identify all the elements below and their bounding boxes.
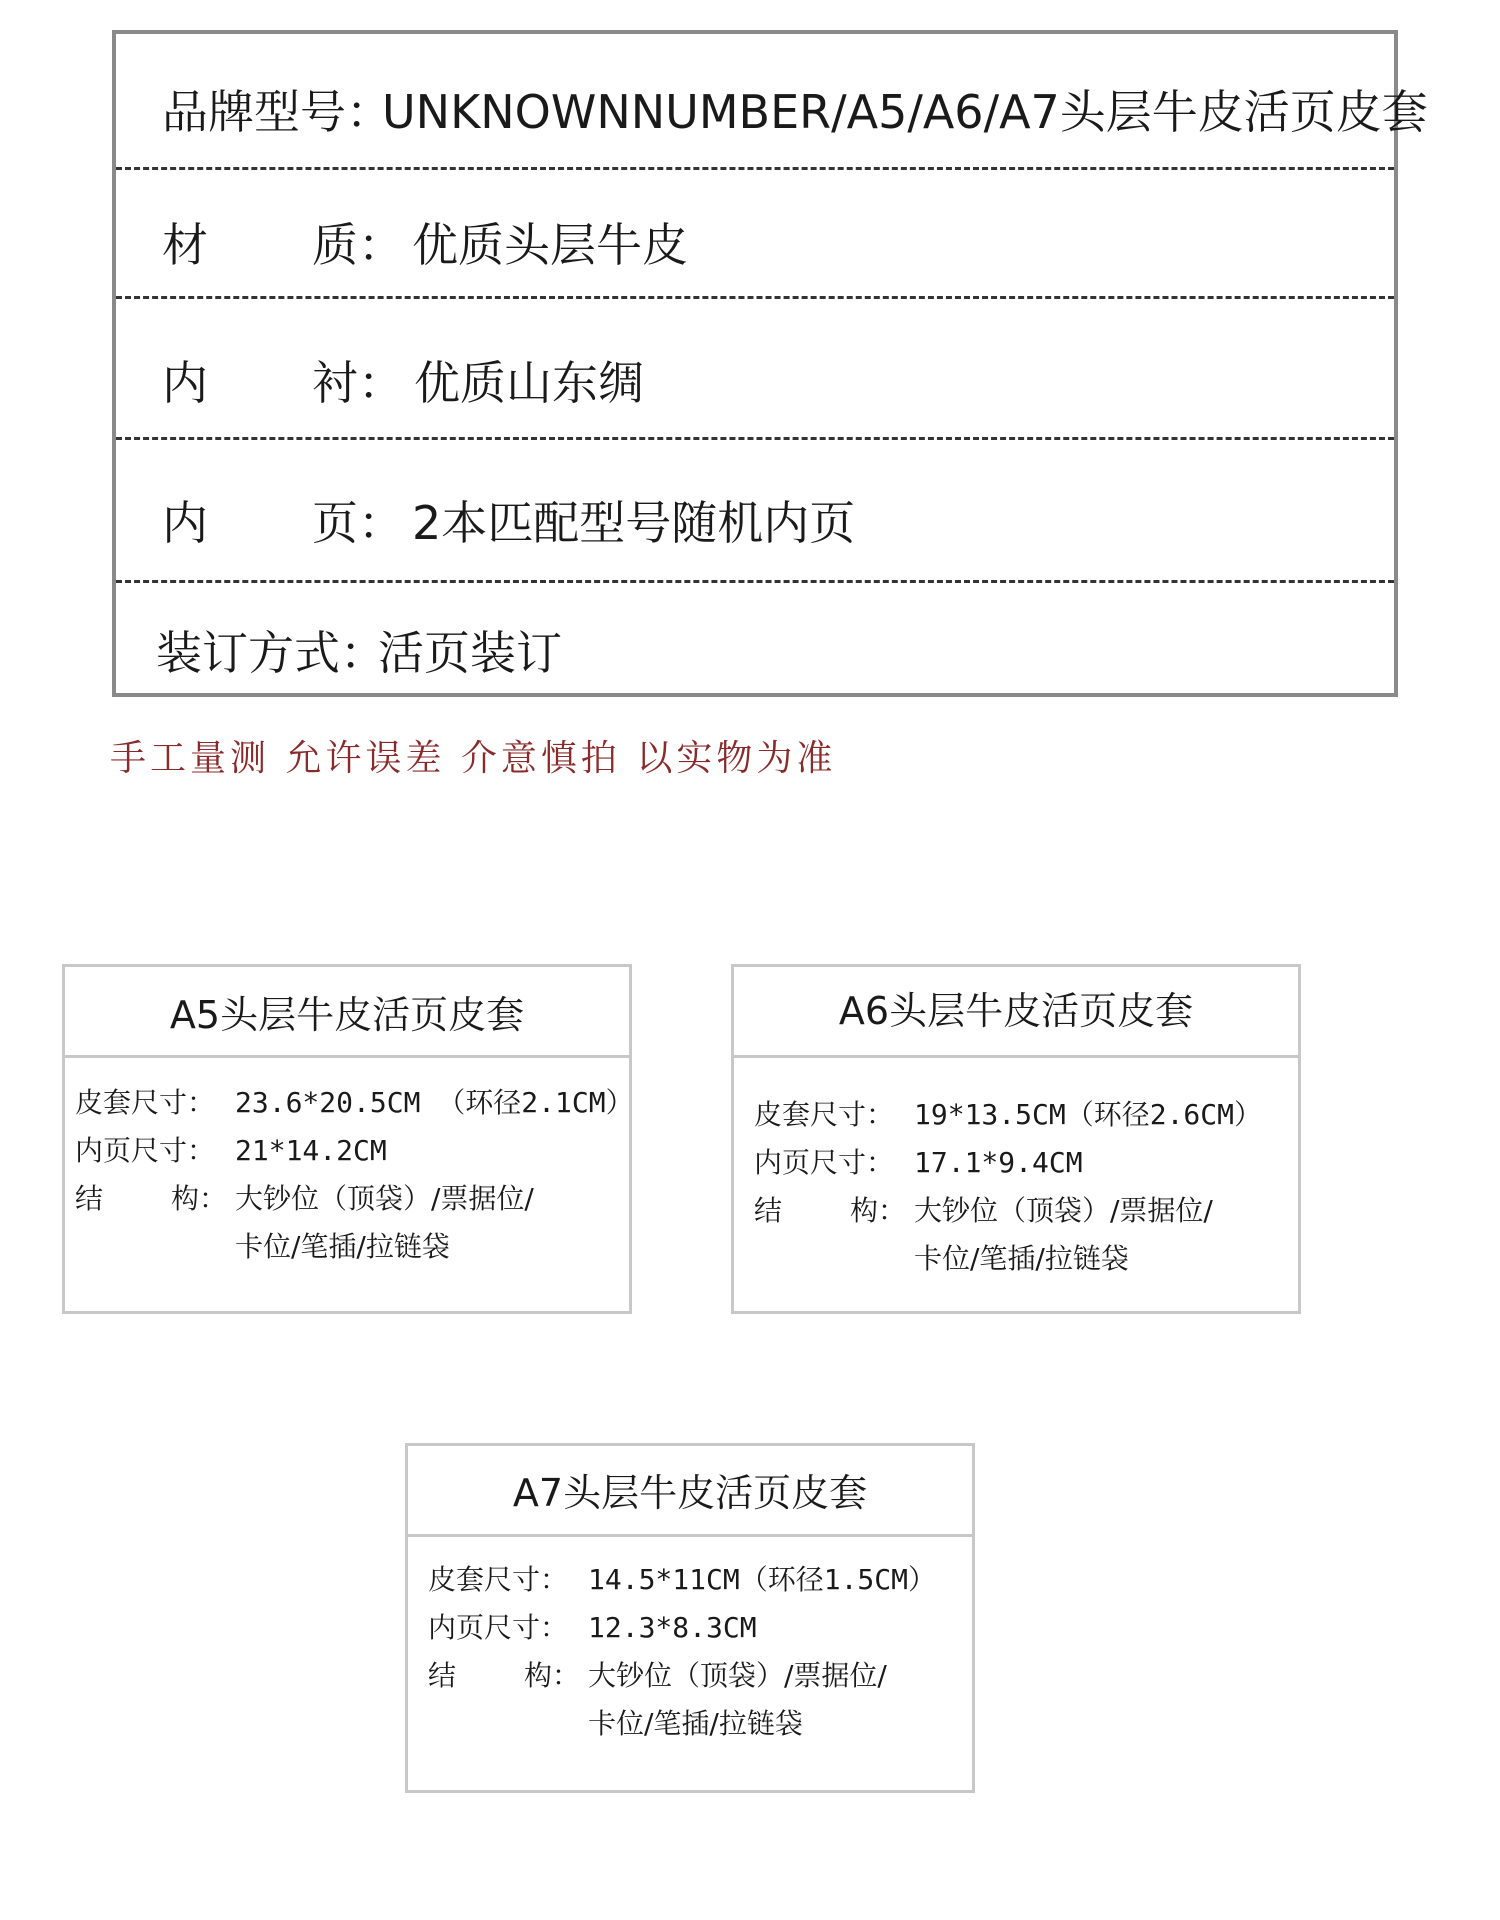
cover-size-label: 皮套尺寸： <box>754 1098 895 1131</box>
page-size-line <box>428 1611 757 1644</box>
card-divider <box>65 1055 629 1058</box>
cover-size-value: 14.5*11CM（环径1.5CM） <box>588 1563 937 1596</box>
divider <box>116 296 1394 299</box>
cover-size-line <box>75 1086 634 1119</box>
spec-label: 装订方式： <box>156 626 386 680</box>
cover-size-label: 皮套尺寸： <box>428 1563 569 1596</box>
spec-value: UNKNOWNNUMBER/A5/A6/A7头层牛皮活页皮套 <box>382 85 1428 139</box>
spec-label: 页： <box>312 496 404 550</box>
structure-label <box>754 1194 914 1227</box>
spec-value: 活页装订 <box>378 626 562 680</box>
measurement-note: 手工量测 允许误差 介意慎拍 以实物为准 <box>110 738 837 779</box>
structure-label <box>75 1182 235 1215</box>
page-size-label: 内页尺寸： <box>428 1611 569 1644</box>
card-title: A7头层牛皮活页皮套 <box>512 1470 868 1515</box>
size-card-a7 <box>405 1443 975 1793</box>
structure-line <box>754 1194 1213 1227</box>
spec-label: 质： <box>312 218 404 272</box>
page-size-label: 内页尺寸： <box>75 1134 216 1167</box>
spec-label: 内 <box>162 496 208 550</box>
spec-label: 材 <box>162 218 208 272</box>
cover-size-line <box>428 1563 937 1596</box>
cover-size-value: 19*13.5CM（环径2.6CM） <box>914 1098 1263 1131</box>
page-size-value: 12.3*8.3CM <box>588 1611 757 1644</box>
card-title: A5头层牛皮活页皮套 <box>169 992 525 1037</box>
page-size-label: 内页尺寸： <box>754 1146 895 1179</box>
cover-size-value: 23.6*20.5CM （环径2.1CM） <box>235 1086 634 1119</box>
spec-value: 优质头层牛皮 <box>412 218 688 272</box>
structure-line <box>428 1659 887 1692</box>
spec-label: 内 <box>162 356 208 410</box>
spec-label: 品牌型号： <box>162 85 392 139</box>
cover-size-line <box>754 1098 1263 1131</box>
structure-line <box>75 1182 534 1215</box>
structure-label-b: 构： <box>524 1659 581 1692</box>
page-size-value: 21*14.2CM <box>235 1134 387 1167</box>
structure-label <box>428 1659 588 1692</box>
card-divider <box>734 1055 1298 1058</box>
size-card-a5 <box>62 964 632 1314</box>
card-divider <box>408 1534 972 1537</box>
structure-label-b: 构： <box>171 1182 228 1215</box>
structure-line-2: 卡位/笔插/拉链袋 <box>914 1242 1129 1275</box>
structure-value-1: 大钞位（顶袋）/票据位/ <box>235 1182 534 1215</box>
structure-value-1: 大钞位（顶袋）/票据位/ <box>588 1659 887 1692</box>
page-size-line <box>75 1134 387 1167</box>
divider <box>116 437 1394 440</box>
structure-label-a: 结 <box>75 1182 104 1215</box>
cover-size-label: 皮套尺寸： <box>75 1086 216 1119</box>
page-size-value: 17.1*9.4CM <box>914 1146 1083 1179</box>
structure-line-2: 卡位/笔插/拉链袋 <box>235 1230 450 1263</box>
spec-label: 衬： <box>312 356 404 410</box>
card-title: A6头层牛皮活页皮套 <box>838 988 1194 1033</box>
structure-label-b: 构： <box>850 1194 907 1227</box>
structure-value-1: 大钞位（顶袋）/票据位/ <box>914 1194 1213 1227</box>
structure-line-2: 卡位/笔插/拉链袋 <box>588 1707 803 1740</box>
spec-value: 优质山东绸 <box>414 356 644 410</box>
spec-table <box>112 30 1428 697</box>
structure-label-a: 结 <box>428 1659 457 1692</box>
divider <box>116 580 1394 583</box>
size-card-a6 <box>731 964 1301 1314</box>
page-size-line <box>754 1146 1083 1179</box>
divider <box>116 167 1394 170</box>
structure-label-a: 结 <box>754 1194 783 1227</box>
spec-value: 2本匹配型号随机内页 <box>412 496 856 550</box>
